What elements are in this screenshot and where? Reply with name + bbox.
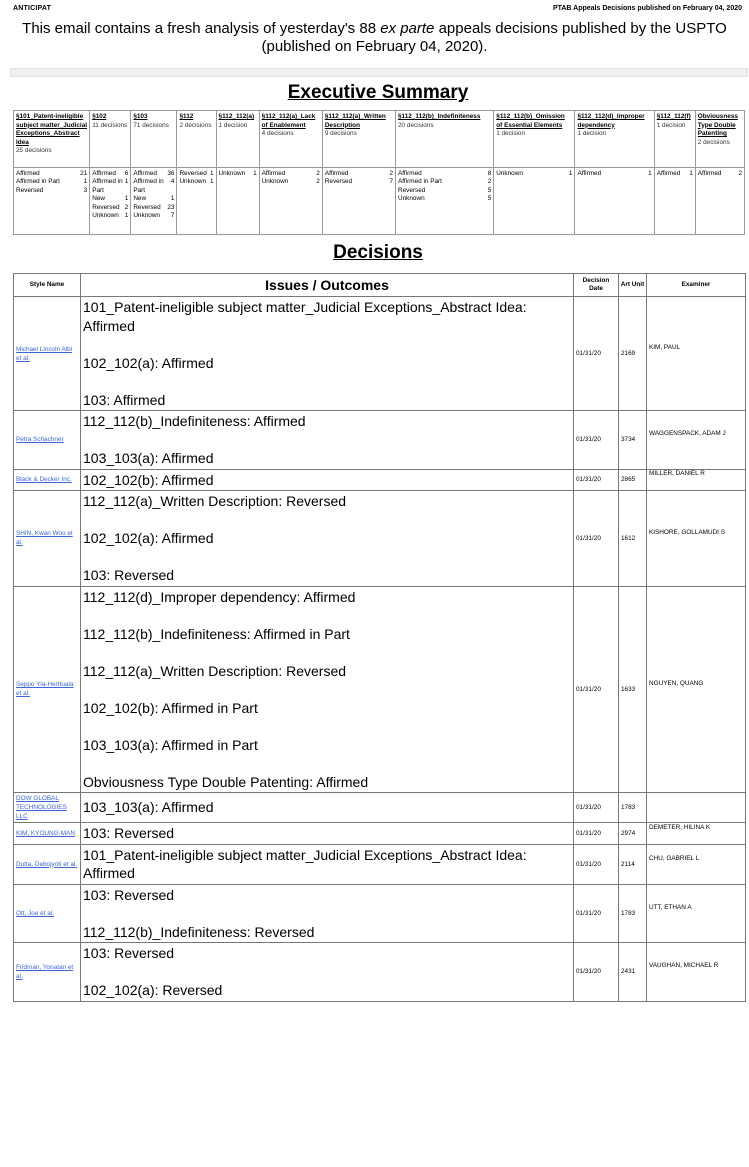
style-name-link[interactable]: KIM, KYOUNG-MAN <box>14 823 81 845</box>
examiner-name: MILLER, DANIEL R <box>649 470 705 478</box>
issues-cell <box>81 823 574 845</box>
issue-outcome: 103_103(a): Affirmed <box>83 799 214 816</box>
style-name-link[interactable]: Ott, Joe et al. <box>14 884 81 943</box>
issue-outcome: 102_102(a): Affirmed <box>83 354 214 371</box>
outcome-count: 1 <box>209 178 214 186</box>
decision-date: 01/31/20 <box>574 823 619 845</box>
issues-header: Issues / Outcomes <box>81 274 574 297</box>
style-name-link[interactable]: SHIN, Kwan Woo et al. <box>14 491 81 587</box>
summary-column-header <box>177 111 216 168</box>
decision-date-header: Decision Date <box>574 274 619 297</box>
summary-outcome-line <box>325 170 393 179</box>
outcome-label: Reversed <box>398 186 426 194</box>
decision-date: 01/31/20 <box>574 884 619 943</box>
intro-post: appeals decisions published by the USPTO (published on February 04, 2020). <box>261 20 727 55</box>
issues-cell <box>81 844 574 884</box>
style-name-link[interactable]: Dutta, Debojyoti et al. <box>14 844 81 884</box>
decisions-table <box>13 273 746 1002</box>
summary-outcome-cell <box>494 167 575 234</box>
summary-heading-link[interactable]: §101_Patent-ineligible subject matter_Judicial Exceptions_Abstract Idea <box>16 113 88 146</box>
issue-outcome: 112_112(b)_Indefiniteness: Reversed <box>83 923 315 940</box>
art-unit: 1612 <box>619 491 647 587</box>
summary-outcome-line <box>577 170 651 179</box>
outcome-label: Affirmed in Part <box>92 178 123 194</box>
summary-outcome-line <box>179 170 213 179</box>
style-name-link[interactable]: Seppo Yla-Herttuala et al. <box>14 586 81 793</box>
executive-summary-title: Executive Summary <box>287 82 469 103</box>
summary-heading-link[interactable]: §112_112(b)_Omission of Essential Elements <box>496 113 565 129</box>
art-unit: 2114 <box>619 844 647 884</box>
style-name-link[interactable]: Fridman, Yonatan et al. <box>14 943 81 1002</box>
outcome-label: Reversed <box>324 178 353 186</box>
outcome-count: 2 <box>316 169 320 177</box>
outcome-count: 1 <box>124 195 129 203</box>
summary-outcome-line <box>698 170 742 179</box>
outcome-count: 21 <box>80 169 88 177</box>
outcome-label: Unknown <box>496 169 523 177</box>
outcome-count: 1 <box>209 169 214 177</box>
style-name-link[interactable]: DOW GLOBAL TECHNOLOGIES LLC <box>14 793 81 823</box>
art-unit: 2865 <box>619 469 647 491</box>
outcome-label: Affirmed <box>324 169 349 177</box>
issue-outcome: 102_102(b): Affirmed <box>83 471 214 488</box>
summary-heading-link[interactable]: §112_112(d)_Improper dependency <box>577 113 645 129</box>
outcome-count: 2 <box>738 169 742 177</box>
summary-heading-link[interactable]: §112_112(a)_Lack of Enablement <box>261 113 316 129</box>
summary-outcome-line <box>133 170 174 179</box>
summary-outcome-line <box>398 187 491 196</box>
outcome-label: Unknown <box>92 212 119 220</box>
summary-column-header <box>494 111 575 168</box>
issue-outcome: 112_112(d)_Improper dependency: Affirmed <box>83 588 356 605</box>
summary-column-header <box>131 111 177 168</box>
issue-outcome: Obviousness Type Double Patenting: Affirmed <box>83 773 369 790</box>
executive-summary-table <box>13 110 745 235</box>
summary-outcome-line <box>92 212 128 221</box>
outcome-count: 1 <box>170 195 175 203</box>
issue-outcome: 102_102(a): Reversed <box>83 982 223 998</box>
summary-outcome-cell <box>259 167 322 234</box>
outcome-label: Unknown <box>133 212 160 220</box>
outcome-count: 36 <box>167 169 175 177</box>
summary-column-header <box>396 111 494 168</box>
summary-outcome-line <box>92 195 128 204</box>
outcome-count: 2 <box>487 178 492 186</box>
issue-outcome: 103: Affirmed <box>83 391 166 408</box>
outcome-label: New <box>133 195 147 203</box>
summary-outcome-cell <box>90 167 131 234</box>
issues-cell <box>81 469 574 491</box>
outcome-count: 2 <box>316 178 320 186</box>
outcome-label: Affirmed in Part <box>133 178 164 194</box>
summary-outcome-cell <box>695 167 744 234</box>
issues-cell <box>81 586 574 793</box>
outcome-count: 5 <box>487 195 492 203</box>
art-unit: 3734 <box>619 411 647 470</box>
decision-row <box>14 469 746 491</box>
outcome-label: Affirmed <box>577 169 602 177</box>
summary-header-row <box>14 111 745 168</box>
summary-outcome-cell <box>396 167 494 234</box>
decision-date: 01/31/20 <box>574 491 619 587</box>
examiner-name: KISHORE, GOLLAMUDI S <box>649 528 725 536</box>
issues-cell <box>81 943 574 1002</box>
issue-outcome: 112_112(b)_Indefiniteness: Affirmed in Part <box>83 625 350 642</box>
issue-outcome: 102_102(b): Affirmed in Part <box>83 699 258 716</box>
outcome-count: 1 <box>253 169 257 177</box>
outcome-count: 7 <box>170 212 175 220</box>
issues-cell <box>81 297 574 411</box>
outcome-label: Affirmed <box>133 169 157 177</box>
examiner-cell <box>647 491 746 587</box>
examiner-name: CHU, GABRIEL L <box>649 854 700 862</box>
summary-decision-count: 1 decision <box>218 121 248 129</box>
summary-outcome-cell <box>654 167 695 234</box>
summary-heading-link[interactable]: §112 <box>179 113 194 120</box>
summary-outcome-cell <box>131 167 177 234</box>
examiner-name: VAUGHAN, MICHAEL R <box>649 962 719 970</box>
issue-outcome: 112_112(a)_Written Description: Reversed <box>83 662 347 679</box>
outcome-label: Affirmed <box>16 169 40 177</box>
summary-column-header <box>14 111 90 168</box>
decisions-header-row <box>14 274 746 297</box>
decision-date: 01/31/20 <box>574 793 619 823</box>
summary-heading-link[interactable]: §112_112(f) <box>656 113 691 120</box>
decision-date: 01/31/20 <box>574 943 619 1002</box>
summary-heading-link[interactable]: §112_112(a)_Written Description <box>324 113 386 129</box>
summary-column-header <box>90 111 131 168</box>
summary-outcome-line <box>657 170 693 179</box>
decision-date: 01/31/20 <box>574 411 619 470</box>
outcome-count: 23 <box>167 203 175 211</box>
examiner-cell <box>647 469 746 491</box>
decisions-title: Decisions <box>333 242 423 263</box>
issue-outcome: 102_102(a): Affirmed <box>83 530 214 546</box>
summary-outcome-cell <box>322 167 395 234</box>
outcome-label: Reversed <box>92 203 120 211</box>
examiner-name: NGUYEN, QUANG <box>649 679 704 687</box>
summary-column-header <box>575 111 654 168</box>
outcome-label: Affirmed in Part <box>16 178 60 186</box>
decision-row <box>14 823 746 845</box>
outcome-label: Reversed <box>16 186 44 194</box>
summary-outcome-line <box>16 170 87 179</box>
decision-row <box>14 943 746 1002</box>
issues-cell <box>81 491 574 587</box>
summary-outcome-line <box>133 195 174 204</box>
summary-outcome-line <box>133 204 174 213</box>
brand-name: ANTICIPAT <box>13 5 52 12</box>
decision-row <box>14 491 746 587</box>
summary-outcome-cell <box>14 167 90 234</box>
style-name-link[interactable]: Petra Schachner <box>14 411 81 470</box>
outcome-count: 7 <box>389 178 393 186</box>
art-unit: 1783 <box>619 793 647 823</box>
examiner-cell <box>647 586 746 793</box>
decision-row <box>14 586 746 793</box>
decision-date: 01/31/20 <box>574 844 619 884</box>
issue-outcome: 103: Reversed <box>83 567 175 583</box>
issue-outcome: 103: Reversed <box>83 886 175 903</box>
outcome-count: 2 <box>389 169 393 177</box>
issue-outcome: 103_103(a): Affirmed <box>83 450 214 466</box>
outcome-label: Affirmed <box>697 169 722 177</box>
outcome-count: 1 <box>124 212 129 220</box>
issues-cell <box>81 793 574 823</box>
summary-outcome-line <box>133 178 174 195</box>
outcome-count: 3 <box>83 186 88 194</box>
summary-decision-count: 2 decisions <box>697 138 730 146</box>
examiner-name: KIM, PAUL <box>649 344 681 351</box>
examiner-cell <box>647 297 746 411</box>
summary-heading-link[interactable]: §112_112(b)_Indefiniteness <box>398 113 481 120</box>
summary-heading-link[interactable]: Obviousness Type Double Patenting <box>697 113 738 137</box>
summary-decision-count: 71 decisions <box>133 121 169 129</box>
issues-cell <box>81 884 574 943</box>
summary-outcome-line <box>16 187 87 196</box>
section-divider <box>10 68 748 77</box>
summary-outcome-cell <box>575 167 654 234</box>
issue-outcome: 103: Reversed <box>83 825 175 841</box>
outcome-count: 1 <box>124 178 129 186</box>
art-unit: 1783 <box>619 884 647 943</box>
outcome-count: 8 <box>487 169 492 177</box>
decision-row <box>14 793 746 823</box>
summary-decision-count: 2 decisions <box>179 121 212 129</box>
examiner-cell <box>647 793 746 823</box>
examiner-name: DEMETER, HILINA K <box>649 823 711 831</box>
examiner-name: UTT, ETHAN A <box>649 903 692 911</box>
outcome-count: 4 <box>170 178 175 186</box>
decision-date: 01/31/20 <box>574 469 619 491</box>
issue-outcome: 103_103(a): Affirmed in Part <box>83 736 258 753</box>
style-name-link[interactable]: Michael Lincoln Albl et al. <box>14 297 81 411</box>
outcome-label: New <box>92 195 105 203</box>
art-unit: 2169 <box>619 297 647 411</box>
outcome-label: Reversed <box>179 169 207 177</box>
examiner-cell <box>647 844 746 884</box>
style-name-header: Style Name <box>14 274 81 297</box>
intro-text <box>0 20 749 56</box>
outcome-count: 1 <box>568 169 573 177</box>
outcome-label: Affirmed <box>92 169 116 177</box>
art-unit: 1633 <box>619 586 647 793</box>
decision-row <box>14 884 746 943</box>
outcome-label: Reversed <box>133 203 161 211</box>
summary-outcome-line <box>133 212 174 221</box>
examiner-cell <box>647 823 746 845</box>
summary-column-header <box>695 111 744 168</box>
outcome-label: Affirmed <box>398 169 422 177</box>
summary-decision-count: 11 decisions <box>92 121 128 129</box>
summary-decision-count: 1 decision <box>496 130 526 137</box>
summary-outcome-line <box>219 170 257 179</box>
issue-outcome: 101_Patent-ineligible subject matter_Judicial Exceptions_Abstract Idea: Affirmed <box>83 846 527 881</box>
outcome-count: 1 <box>648 169 652 177</box>
summary-column-header <box>259 111 322 168</box>
outcome-count: 5 <box>487 186 492 194</box>
style-name-link[interactable]: Black & Decker Inc. <box>14 469 81 491</box>
decision-date: 01/31/20 <box>574 297 619 411</box>
examiner-cell <box>647 411 746 470</box>
issues-cell <box>81 411 574 470</box>
summary-column-header <box>322 111 395 168</box>
summary-outcome-line <box>325 178 393 187</box>
outcome-label: Affirmed <box>656 169 681 177</box>
summary-column-header <box>216 111 259 168</box>
issue-outcome: 103: Reversed <box>83 945 175 961</box>
summary-decision-count: 25 decisions <box>16 147 52 154</box>
issue-outcome: 101_Patent-ineligible subject matter_Judicial Exceptions_Abstract Idea: Affirmed <box>83 299 527 334</box>
summary-outcome-line <box>398 195 491 204</box>
summary-outcome-line <box>262 178 320 187</box>
decision-row <box>14 297 746 411</box>
outcome-count: 1 <box>83 178 88 186</box>
summary-decision-count: 9 decisions <box>324 130 357 137</box>
issue-outcome: 112_112(b)_Indefiniteness: Affirmed <box>83 413 306 429</box>
outcome-count: 1 <box>689 169 693 177</box>
outcome-label: Unknown <box>218 169 246 177</box>
decision-date: 01/31/20 <box>574 586 619 793</box>
examiner-cell <box>647 943 746 1002</box>
summary-decision-count: 1 decision <box>577 130 607 137</box>
examiner-cell <box>647 884 746 943</box>
outcome-count: 2 <box>124 203 129 211</box>
summary-heading-link[interactable]: §103 <box>133 113 148 120</box>
summary-outcome-line <box>16 178 87 187</box>
outcome-label: Affirmed <box>261 169 286 177</box>
summary-decision-count: 1 decision <box>656 121 686 129</box>
summary-counts-row <box>14 167 745 234</box>
outcome-label: Unknown <box>179 178 207 186</box>
summary-outcome-line <box>398 170 491 179</box>
outcome-count: 6 <box>124 169 129 177</box>
intro-emphasis: ex parte <box>380 20 435 37</box>
intro-pre: This email contains a fresh analysis of yesterday's 88 <box>22 20 381 37</box>
summary-outcome-line <box>92 178 128 195</box>
summary-outcome-cell <box>177 167 216 234</box>
summary-heading-link[interactable]: §112_112(a) <box>218 113 255 120</box>
outcome-label: Unknown <box>261 178 289 186</box>
art-unit: 2431 <box>619 943 647 1002</box>
summary-decision-count: 20 decisions <box>398 121 434 129</box>
summary-column-header <box>654 111 695 168</box>
summary-decision-count: 4 decisions <box>261 130 294 137</box>
art-unit-header: Art Unit <box>619 274 647 297</box>
summary-outcome-line <box>92 204 128 213</box>
summary-outcome-line <box>262 170 320 179</box>
examiner-name: WAGGENSPACK, ADAM J <box>649 430 726 438</box>
summary-outcome-line <box>179 178 213 187</box>
publication-info: PTAB Appeals Decisions published on February 04, 2020 <box>552 5 742 12</box>
decision-row <box>14 411 746 470</box>
issue-outcome: 112_112(a)_Written Description: Reversed <box>83 493 347 509</box>
summary-heading-link[interactable]: §102 <box>92 113 107 120</box>
outcome-label: Affirmed in Part <box>398 178 442 186</box>
examiner-header: Examiner <box>647 274 746 297</box>
summary-outcome-line <box>92 170 128 179</box>
decision-row <box>14 844 746 884</box>
summary-outcome-line <box>398 178 491 187</box>
art-unit: 2974 <box>619 823 647 845</box>
summary-outcome-cell <box>216 167 259 234</box>
summary-outcome-line <box>496 170 572 179</box>
top-bar <box>0 0 749 16</box>
outcome-label: Unknown <box>398 195 425 203</box>
